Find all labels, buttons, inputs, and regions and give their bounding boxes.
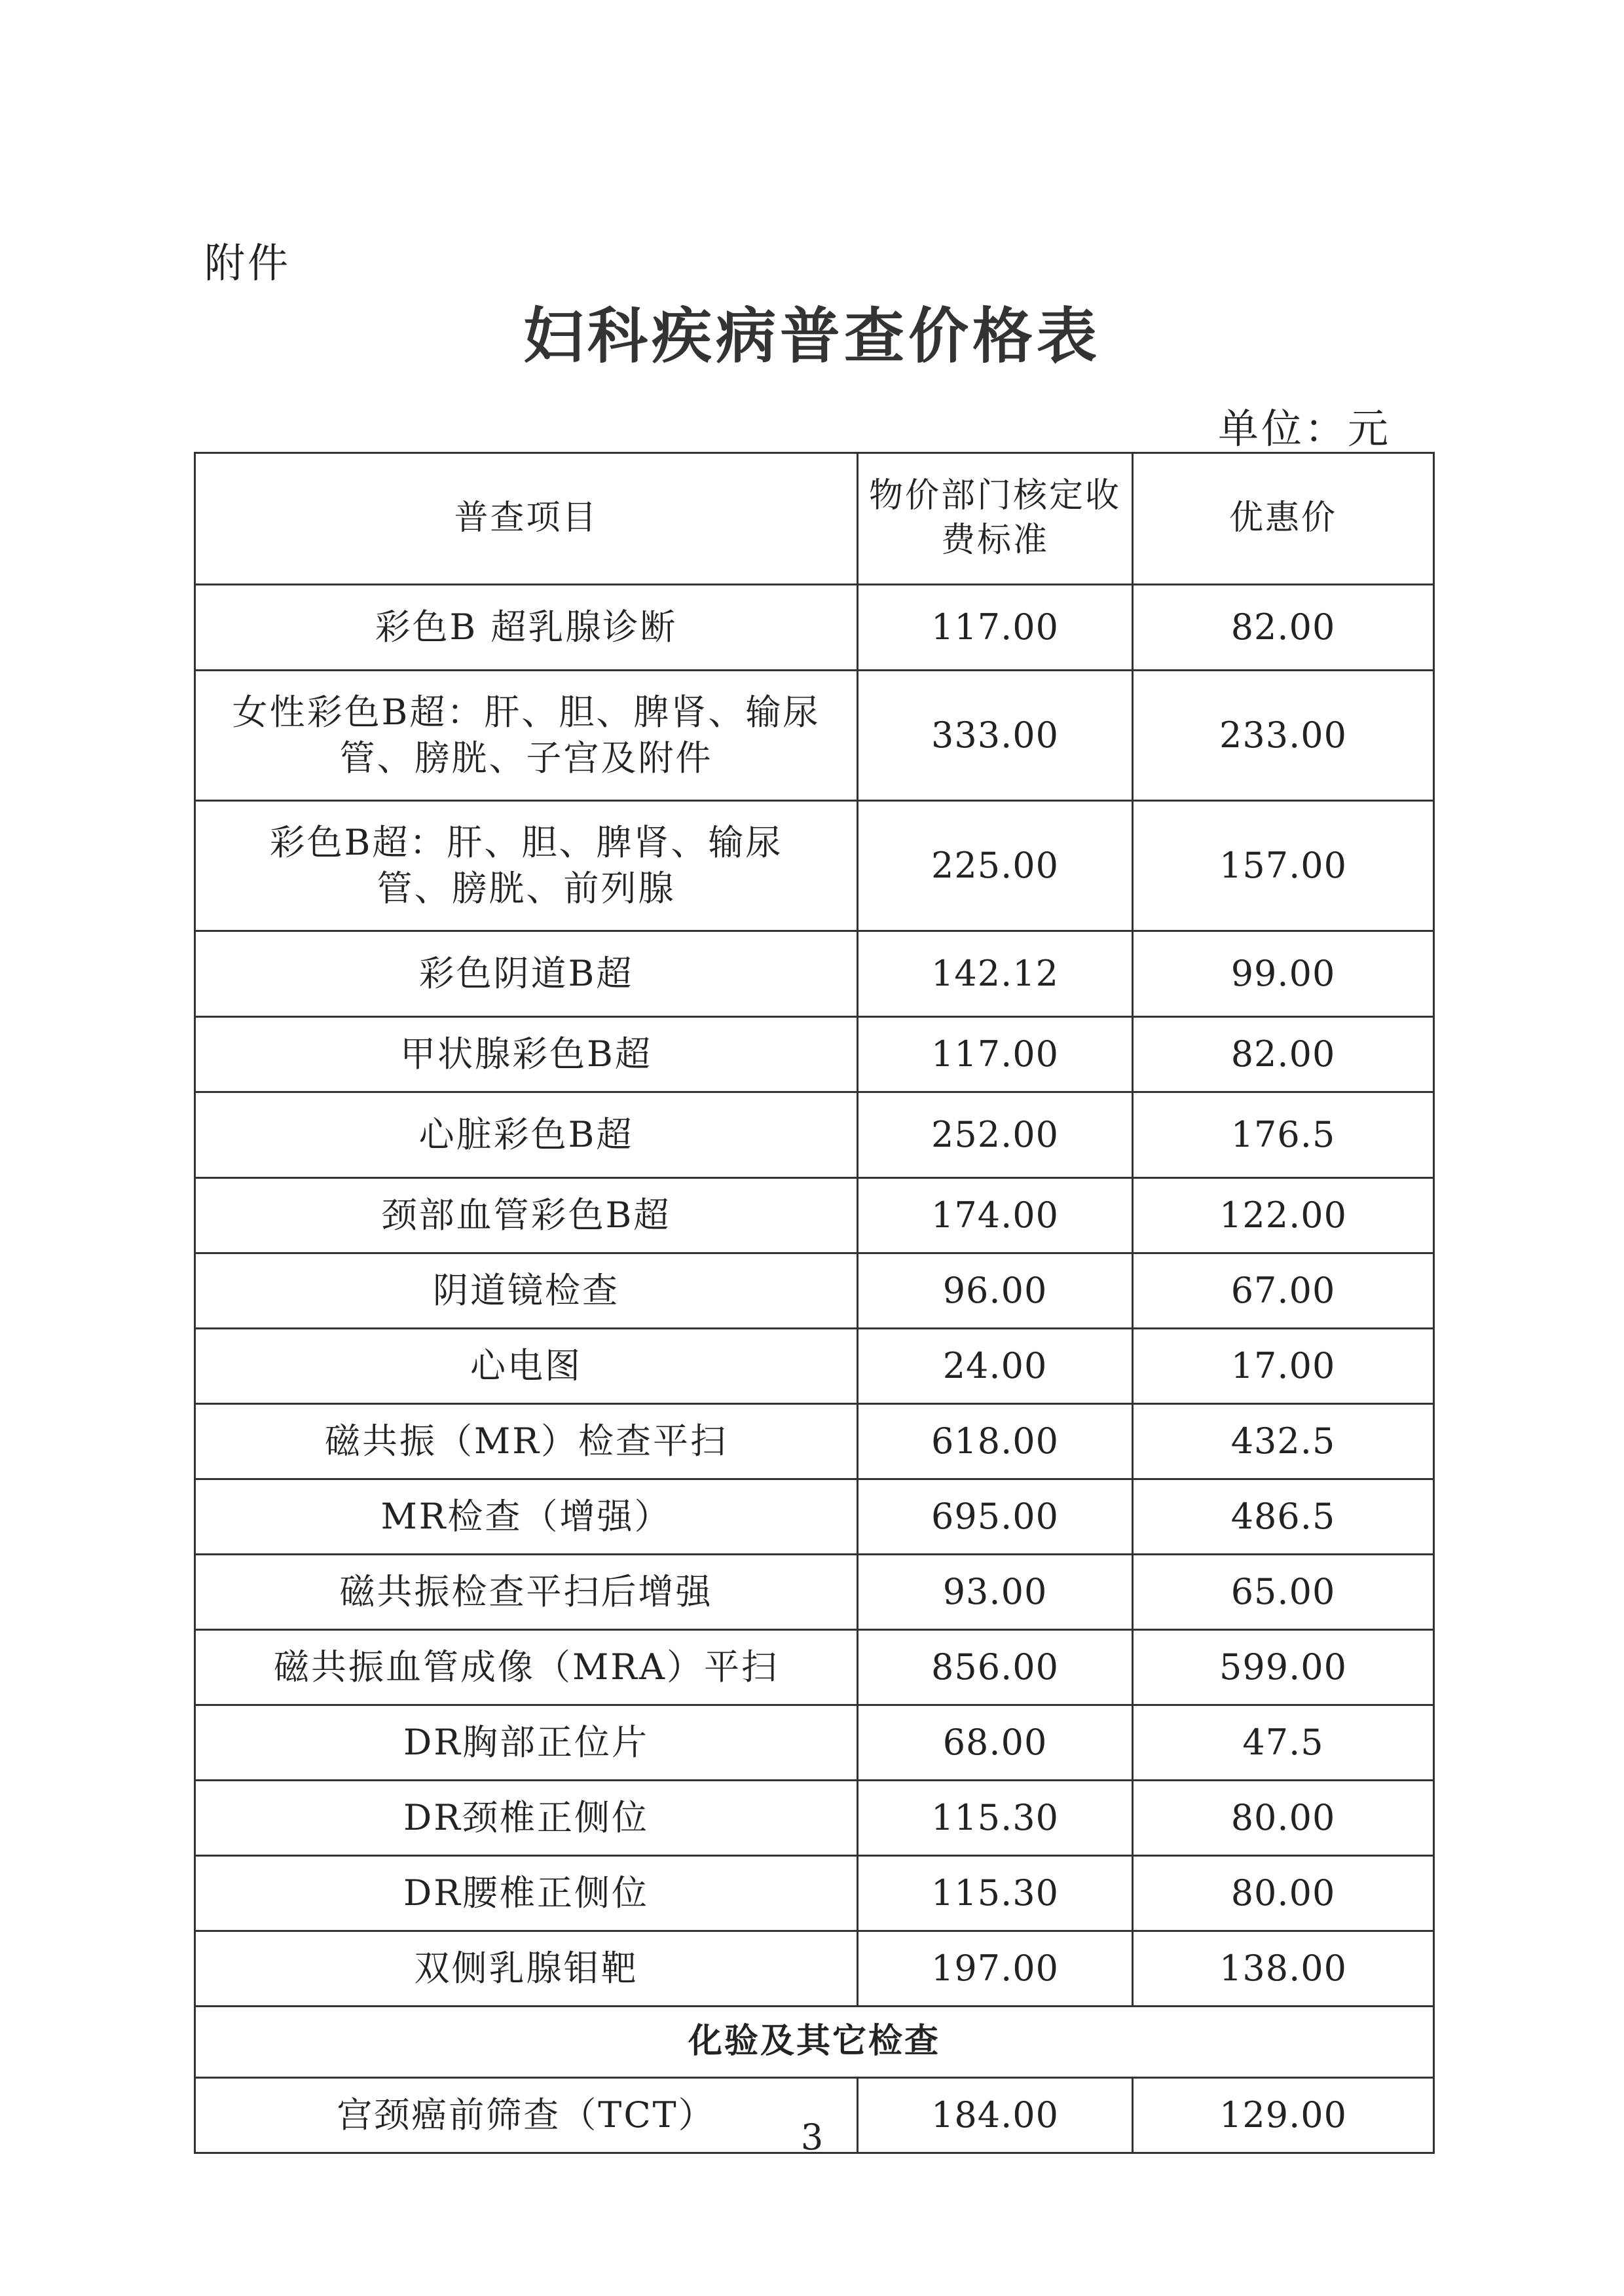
discount-price-cell: 80.00 xyxy=(1133,1856,1434,1931)
item-cell: DR腰椎正侧位 xyxy=(195,1856,858,1931)
item-cell: MR检查（增强） xyxy=(195,1479,858,1555)
table-row xyxy=(195,1856,1434,1931)
table-row xyxy=(195,1630,1434,1705)
page-number: 3 xyxy=(800,2117,824,2158)
standard-price-cell: 695.00 xyxy=(858,1479,1133,1555)
item-cell: 颈部血管彩色B超 xyxy=(195,1178,858,1253)
discount-price-cell: 65.00 xyxy=(1133,1555,1434,1630)
standard-price-cell: 117.00 xyxy=(858,585,1133,671)
standard-price-cell: 96.00 xyxy=(858,1253,1133,1329)
standard-price-cell: 115.30 xyxy=(858,1856,1133,1931)
item-cell: 甲状腺彩色B超 xyxy=(195,1017,858,1092)
table-row xyxy=(195,671,1434,801)
item-cell: 彩色B超：肝、胆、脾肾、输尿管、膀胱、前列腺 xyxy=(195,801,858,931)
discount-price-cell: 47.5 xyxy=(1133,1705,1434,1781)
item-cell: 阴道镜检查 xyxy=(195,1253,858,1329)
discount-price-cell: 99.00 xyxy=(1133,931,1434,1017)
attachment-label: 附件 xyxy=(204,239,291,287)
price-table xyxy=(194,452,1435,2154)
standard-price-cell: 252.00 xyxy=(858,1092,1133,1178)
table-row xyxy=(195,1479,1434,1555)
unit-label: 单位：元 xyxy=(1218,405,1392,453)
item-cell: DR胸部正位片 xyxy=(195,1705,858,1781)
table-row xyxy=(195,1555,1434,1630)
discount-price-cell: 129.00 xyxy=(1133,2078,1434,2153)
standard-price-cell: 618.00 xyxy=(858,1404,1133,1479)
standard-price-cell: 93.00 xyxy=(858,1555,1133,1630)
standard-price-cell: 174.00 xyxy=(858,1178,1133,1253)
discount-price-cell: 176.5 xyxy=(1133,1092,1434,1178)
column-header-item: 普查项目 xyxy=(195,453,858,585)
item-cell: 磁共振检查平扫后增强 xyxy=(195,1555,858,1630)
standard-price-cell: 197.00 xyxy=(858,1931,1133,2007)
table-row xyxy=(195,1931,1434,2007)
table-row xyxy=(195,1404,1434,1479)
item-cell: DR颈椎正侧位 xyxy=(195,1781,858,1856)
table-row xyxy=(195,931,1434,1017)
column-header-discount-price: 优惠价 xyxy=(1133,453,1434,585)
item-cell: 心脏彩色B超 xyxy=(195,1092,858,1178)
item-cell: 宫颈癌前筛查（TCT） xyxy=(195,2078,858,2153)
table-row xyxy=(195,1253,1434,1329)
discount-price-cell: 432.5 xyxy=(1133,1404,1434,1479)
discount-price-cell: 233.00 xyxy=(1133,671,1434,801)
table-row xyxy=(195,1329,1434,1404)
column-header-standard-price: 物价部门核定收费标准 xyxy=(858,453,1133,585)
standard-price-cell: 856.00 xyxy=(858,1630,1133,1705)
section-title: 化验及其它检查 xyxy=(195,2007,1434,2078)
discount-price-cell: 138.00 xyxy=(1133,1931,1434,2007)
section-header-row xyxy=(195,2007,1434,2078)
standard-price-cell: 68.00 xyxy=(858,1705,1133,1781)
table-row xyxy=(195,1178,1434,1253)
table-row xyxy=(195,801,1434,931)
standard-price-cell: 142.12 xyxy=(858,931,1133,1017)
item-cell: 双侧乳腺钼靶 xyxy=(195,1931,858,2007)
discount-price-cell: 599.00 xyxy=(1133,1630,1434,1705)
item-cell: 磁共振血管成像（MRA）平扫 xyxy=(195,1630,858,1705)
standard-price-cell: 24.00 xyxy=(858,1329,1133,1404)
discount-price-cell: 80.00 xyxy=(1133,1781,1434,1856)
standard-price-cell: 184.00 xyxy=(858,2078,1133,2153)
page-title: 妇科疾病普查价格表 xyxy=(523,301,1101,371)
discount-price-cell: 82.00 xyxy=(1133,1017,1434,1092)
standard-price-cell: 117.00 xyxy=(858,1017,1133,1092)
table-row xyxy=(195,1781,1434,1856)
item-cell: 彩色阴道B超 xyxy=(195,931,858,1017)
item-cell: 彩色B 超乳腺诊断 xyxy=(195,585,858,671)
table-row xyxy=(195,1705,1434,1781)
table-row xyxy=(195,585,1434,671)
standard-price-cell: 115.30 xyxy=(858,1781,1133,1856)
table-row xyxy=(195,1092,1434,1178)
table-header-row xyxy=(195,453,1434,585)
discount-price-cell: 17.00 xyxy=(1133,1329,1434,1404)
item-cell: 女性彩色B超：肝、胆、脾肾、输尿管、膀胱、子宫及附件 xyxy=(195,671,858,801)
item-cell: 磁共振（MR）检查平扫 xyxy=(195,1404,858,1479)
item-cell: 心电图 xyxy=(195,1329,858,1404)
discount-price-cell: 122.00 xyxy=(1133,1178,1434,1253)
discount-price-cell: 67.00 xyxy=(1133,1253,1434,1329)
standard-price-cell: 225.00 xyxy=(858,801,1133,931)
discount-price-cell: 486.5 xyxy=(1133,1479,1434,1555)
discount-price-cell: 157.00 xyxy=(1133,801,1434,931)
standard-price-cell: 333.00 xyxy=(858,671,1133,801)
discount-price-cell: 82.00 xyxy=(1133,585,1434,671)
table-row xyxy=(195,1017,1434,1092)
